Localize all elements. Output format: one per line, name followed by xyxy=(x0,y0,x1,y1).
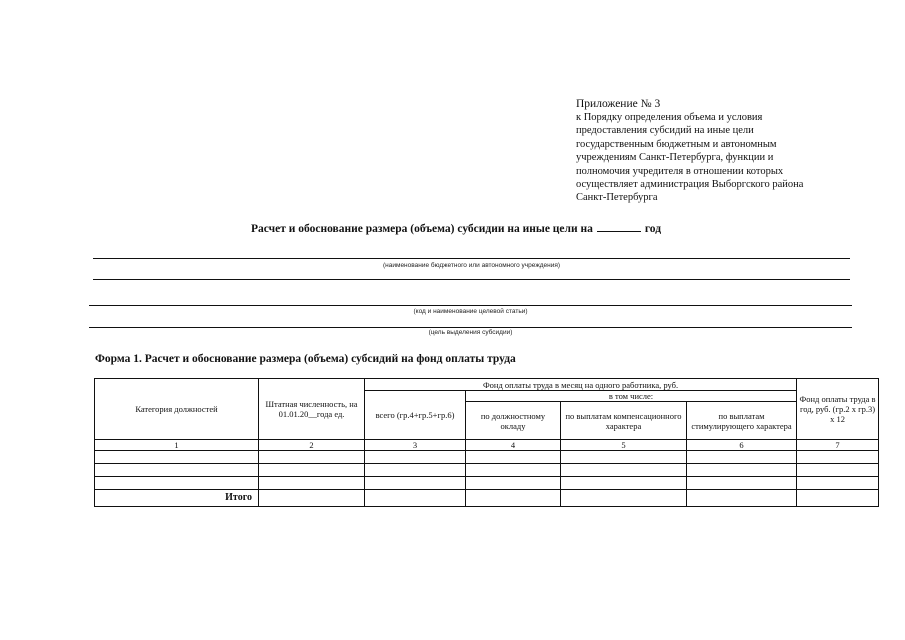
table-cell xyxy=(95,464,259,477)
column-number: 5 xyxy=(561,440,687,451)
table-cell xyxy=(365,464,466,477)
column-number: 4 xyxy=(466,440,561,451)
column-number: 1 xyxy=(95,440,259,451)
table-cell xyxy=(259,464,365,477)
table-cell xyxy=(561,477,687,490)
form-title: Форма 1. Расчет и обоснование размера (объема) субсидий на фонд оплаты труда xyxy=(95,353,516,365)
table-cell xyxy=(466,464,561,477)
table-row xyxy=(95,477,879,490)
payroll-table xyxy=(94,378,879,507)
appendix-title: Приложение № 3 xyxy=(576,98,661,110)
table-cell xyxy=(687,451,797,464)
table-cell xyxy=(687,477,797,490)
table-cell xyxy=(365,477,466,490)
header-stimulating: по выплатам стимулирующего характера xyxy=(687,402,797,440)
column-number-row xyxy=(95,440,879,451)
table-row xyxy=(95,464,879,477)
table-row xyxy=(95,451,879,464)
appendix-line: к Порядку определения объема и условия xyxy=(576,112,763,123)
table-cell xyxy=(797,477,879,490)
table-cell xyxy=(466,477,561,490)
header-compensation: по выплатам компенсационного характера xyxy=(561,402,687,440)
appendix-line: учреждениям Санкт-Петербурга, функции и xyxy=(576,152,774,164)
header-staff-count: Штатная численность, на 01.01.20__года ед. xyxy=(259,379,365,440)
total-row xyxy=(95,490,879,507)
header-salary: по должностному окладу xyxy=(466,402,561,440)
institution-fill-line xyxy=(93,258,850,259)
subsidy-purpose-fill-line xyxy=(89,327,852,328)
header-total: всего (гр.4+гр.5+гр.6) xyxy=(365,391,466,440)
table-cell xyxy=(95,451,259,464)
table-cell xyxy=(561,464,687,477)
table-cell xyxy=(259,490,365,507)
appendix-line: осуществляет администрация Выборгского района xyxy=(576,179,804,191)
calculation-title-year: год xyxy=(644,223,662,235)
subsidy-purpose-caption: (цель выделения субсидии) xyxy=(428,329,513,336)
header-annual-fund: Фонд оплаты труда в год, руб. (гр.2 х гр.3) х 12 xyxy=(797,379,879,440)
total-label: Итого xyxy=(95,490,259,507)
table-cell xyxy=(466,451,561,464)
header-monthly-fund: Фонд оплаты труда в месяц на одного работника, руб. xyxy=(365,379,797,391)
column-number: 3 xyxy=(365,440,466,451)
table-cell xyxy=(259,477,365,490)
target-article-caption: (код и наименование целевой статьи) xyxy=(413,308,528,315)
table-cell xyxy=(466,490,561,507)
table-cell xyxy=(95,477,259,490)
calculation-title-text: Расчет и обоснование размера (объема) субсидии на иные цели на xyxy=(251,223,593,235)
table-cell xyxy=(797,490,879,507)
column-number: 6 xyxy=(687,440,797,451)
table-cell xyxy=(365,451,466,464)
appendix-line: полномочия учредителя в отношении которых xyxy=(576,165,784,177)
table-cell xyxy=(687,490,797,507)
table-cell xyxy=(561,451,687,464)
table-cell xyxy=(561,490,687,507)
appendix-line: предоставления субсидий на иные цели xyxy=(576,125,754,137)
appendix-line: государственным бюджетным и автономным xyxy=(576,138,777,150)
table-cell xyxy=(687,464,797,477)
table-cell xyxy=(259,451,365,464)
table-cell xyxy=(797,464,879,477)
appendix-header xyxy=(576,97,896,205)
calculation-title xyxy=(251,221,661,235)
target-article-fill-line xyxy=(89,305,852,306)
column-number: 7 xyxy=(797,440,879,451)
column-number: 2 xyxy=(259,440,365,451)
table-cell xyxy=(797,451,879,464)
appendix-line: Санкт-Петербурга xyxy=(576,192,658,204)
table-cell xyxy=(365,490,466,507)
header-category: Категория должностей xyxy=(95,379,259,440)
institution-caption: (наименование бюджетного или автономного учреждения) xyxy=(382,262,561,269)
year-blank-field xyxy=(597,221,641,232)
institution-fill-line-2 xyxy=(93,279,850,280)
header-including: в том числе: xyxy=(466,391,797,402)
